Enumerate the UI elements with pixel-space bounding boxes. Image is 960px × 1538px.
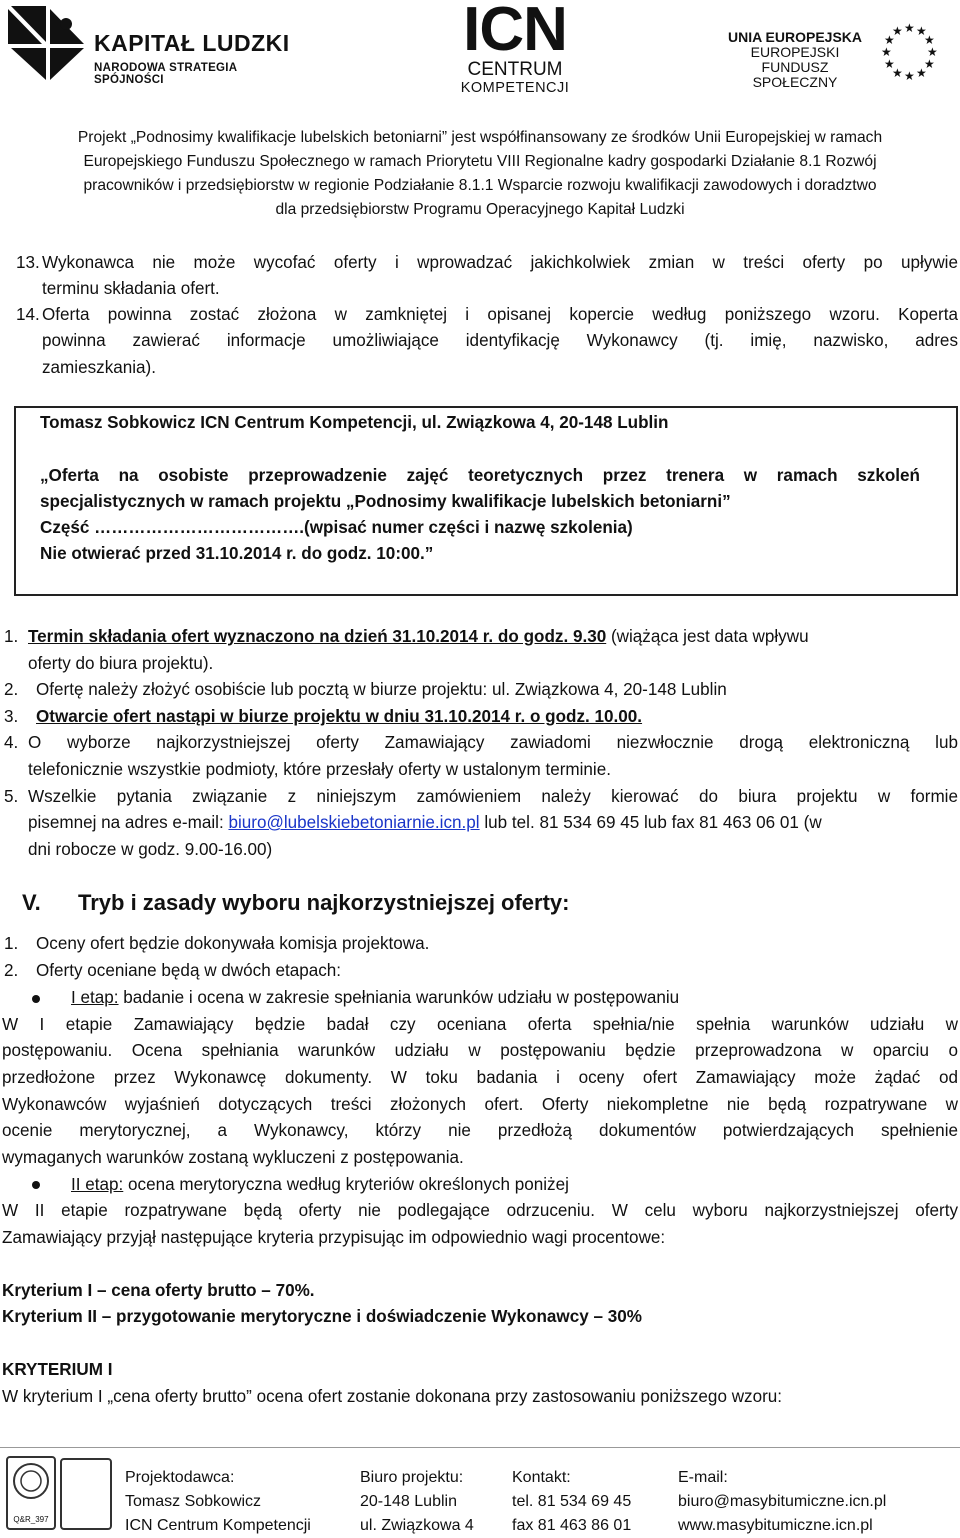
svg-text:★: ★ [924, 57, 935, 71]
eu-logo-line3: FUNDUSZ SPOŁECZNY [752, 59, 838, 90]
item-b1-number: 1. [4, 627, 19, 646]
project-header [0, 126, 960, 222]
stage-1-label: I etap: [71, 988, 119, 1007]
eu-logo-line2: EUROPEJSKI [750, 44, 840, 60]
project-line-3: pracowników i przedsiębiorstw w regionie Podziałanie 8.1.1 Wsparcie rozwoju kwalifikacji zawodowych i doradztwo [83, 177, 877, 194]
svg-text:★: ★ [881, 45, 892, 59]
footer-col2-label: Biuro projektu: [360, 1469, 464, 1486]
stage-2-bullet [71, 1172, 569, 1199]
item-b1-line-1 [28, 624, 958, 651]
project-line-1: Projekt „Podnosimy kwalifikacje lubelskich betoniarni” jest współfinansowany ze środków Unii Europejskiej w ramach [77, 129, 883, 146]
item-b2-text: Ofertę należy złożyć osobiście lub pocztą w biurze projektu: ul. Związkowa 4, 20-148 Lublin [36, 680, 727, 699]
pca-logo-icon [60, 1458, 112, 1530]
item-b5-pre: pisemnej na adres e-mail: [28, 813, 229, 832]
stage-1-desc: badanie i ocena w zakresie spełniania warunków udziału w postępowaniu [118, 988, 680, 1007]
envelope-line-2: specjalistycznych w ramach projektu „Podnosimy kwalifikacje lubelskich betoniarni” [40, 492, 731, 511]
criterion-2: Kryterium II – przygotowanie merytoryczne i doświadczenie Wykonawcy – 30% [2, 1307, 642, 1326]
stage-2-desc: ocena merytoryczna według kryteriów określonych poniżej [123, 1175, 569, 1194]
item-c2-number: 2. [4, 961, 19, 980]
item-b1-deadline: Termin składania ofert wyznaczono na dzień 31.10.2014 r. do godz. 9.30 [28, 627, 607, 646]
footer-col-email [678, 1466, 886, 1538]
footer-col-projektodawca [125, 1466, 311, 1538]
item-b4-line-1: O wyborze najkorzystniejszej oferty Zamawiający zawiadomi niezwłocznie drogą elektroniczną lub [28, 733, 958, 752]
item-14-number: 14. [16, 305, 40, 324]
footer-col2-city: 20-148 Lublin [360, 1493, 457, 1510]
item-13-line-2: terminu składania ofert. [42, 279, 220, 298]
bullet-icon [32, 995, 40, 1003]
email-link[interactable]: biuro@lubelskiebetoniarnie.icn.pl [228, 813, 480, 832]
criterion-1-heading: KRYTERIUM I [2, 1360, 113, 1379]
item-b1-rest: (wiążąca jest data wpływu [606, 627, 809, 646]
item-14-line-1: Oferta powinna zostać złożona w zamkniętej i opisanej kopercie według poniższego wzoru. Koperta [42, 305, 958, 324]
envelope-line-1: „Oferta na osobiste przeprowadzenie zajęć teoretycznych przez trenera w ramach szkoleń [40, 466, 920, 485]
stage-2-label: II etap: [71, 1175, 124, 1194]
svg-text:★: ★ [884, 33, 895, 47]
footer-col2-street: ul. Związkowa 4 [360, 1517, 474, 1534]
stage-1-para-line-1: W I etapie Zamawiający będzie badał czy oceniana oferta spełnia/nie spełnia warunków udziału w [2, 1015, 958, 1034]
item-b5-line-3: dni robocze w godz. 9.00-16.00) [28, 840, 273, 859]
kapital-ludzki-title: KAPITAŁ LUDZKI [94, 30, 290, 56]
footer-col3-fax: fax 81 463 86 01 [512, 1517, 632, 1534]
envelope-template-box [14, 406, 958, 596]
icn-logo-line2: KOMPETENCJI [460, 80, 570, 96]
footer [0, 1447, 960, 1536]
criterion-1: Kryterium I – cena oferty brutto – 70%. [2, 1281, 315, 1300]
item-14-line-3: zamieszkania). [42, 358, 156, 377]
kapital-ludzki-subtitle: NARODOWA STRATEGIA SPÓJNOŚCI [94, 62, 237, 86]
item-c2-text: Oferty oceniane będą w dwóch etapach: [36, 961, 342, 980]
svg-text:★: ★ [916, 24, 927, 38]
icn-logo-line1: CENTRUM [467, 59, 563, 80]
stage-1-para-line-6: wymaganych warunków zostaną wykluczeni z postępowania. [2, 1148, 464, 1167]
footer-website[interactable]: www.masybitumiczne.icn.pl [678, 1517, 873, 1534]
item-b4-line-2: telefonicznie wszystkie podmioty, które przesłały oferty w ustalonym terminie. [28, 760, 611, 779]
project-line-4: dla przedsiębiorstw Programu Operacyjnego Kapitał Ludzki [275, 201, 685, 218]
envelope-line-3: Część ……………………………….(wpisać numer części i nazwę szkolenia) [40, 518, 633, 537]
footer-col-kontakt [512, 1466, 631, 1538]
stage-1-para-line-5: ocenie merytorycznej, a Wykonawcy, którzy nie przedłożą dokumentów potwierdzających spełnienie [2, 1121, 958, 1140]
eu-logo-text [725, 30, 865, 90]
item-b5-line-1: Wszelkie pytania związanie z niniejszym zamówieniem należy kierować do biura projektu w formie [28, 787, 958, 806]
item-b4-number: 4. [4, 733, 19, 752]
stage-2-para-line-2: Zamawiający przyjął następujące kryteria przypisując im odpowiednio wagi procentowe: [2, 1228, 666, 1247]
svg-text:★: ★ [916, 66, 927, 80]
footer-col3-label: Kontakt: [512, 1469, 571, 1486]
footer-col1-name: Tomasz Sobkowicz [125, 1493, 262, 1510]
svg-text:★: ★ [892, 24, 903, 38]
certification-seal-icon [6, 1456, 56, 1530]
svg-text:★: ★ [924, 33, 935, 47]
envelope-line-4: Nie otwierać przed 31.10.2014 r. do godz. 10:00.” [40, 544, 434, 563]
seal-code: Q&R_397 [13, 1515, 49, 1524]
item-13-number: 13. [16, 253, 40, 272]
item-c1-text: Oceny ofert będzie dokonywała komisja projektowa. [36, 934, 430, 953]
eu-stars-icon [875, 20, 941, 86]
footer-col1-label: Projektodawca: [125, 1469, 235, 1486]
section-v-number: V. [22, 890, 41, 915]
criterion-1-text: W kryterium I „cena oferty brutto” ocena ofert zostanie dokonana przy zastosowaniu poniższego wzoru: [2, 1387, 783, 1406]
svg-text:★: ★ [892, 66, 903, 80]
item-b5-number: 5. [4, 787, 19, 806]
eu-logo-line1: UNIA EUROPEJSKA [727, 29, 863, 45]
kapital-ludzki-logo [2, 4, 302, 86]
icn-logo [455, 0, 575, 105]
stage-1-para-line-4: Wykonawców wyjaśnień dotyczących treści złożonych ofert. Oferty niekompletne nie będą rozpatrywane w [2, 1095, 958, 1114]
item-b5-line-2 [28, 810, 958, 837]
stage-1-para-line-3: przedłożone przez Wykonawcę dokumenty. W toku badania i oceny ofert Zamawiający może żądać od [2, 1068, 958, 1087]
item-13-line-1: Wykonawca nie może wycofać oferty i wprowadzać jakichkolwiek zmian w treści oferty po upływie [42, 253, 958, 272]
stage-1-bullet [71, 985, 679, 1012]
project-line-2: Europejskiego Funduszu Społecznego w ramach Priorytetu VIII Regionalne kadry gospodarki Działanie 8.1 Rozwój [83, 153, 877, 170]
footer-col1-org: ICN Centrum Kompetencji [125, 1517, 311, 1534]
footer-col3-tel: tel. 81 534 69 45 [512, 1493, 632, 1510]
item-b2-number: 2. [4, 680, 19, 699]
stage-1-para-line-2: postępowaniu. Ocena spełniania warunków udziału w postępowaniu będzie przeprowadzona w oparciu o [2, 1041, 958, 1060]
footer-col-biuro [360, 1466, 474, 1538]
section-v-title: Tryb i zasady wyboru najkorzystniejszej oferty: [78, 890, 570, 915]
bullet-icon [32, 1181, 40, 1189]
svg-text:★: ★ [927, 45, 938, 59]
svg-text:★: ★ [904, 69, 915, 83]
item-14-line-2: powinna zawierać informacje umożliwiające identyfikację Wykonawcy (tj. imię, nazwisko, adres [42, 331, 958, 350]
svg-text:★: ★ [884, 57, 895, 71]
iso-seal-icon [8, 1458, 54, 1508]
svg-text:★: ★ [904, 21, 915, 35]
kapital-ludzki-emblem-icon [6, 4, 86, 82]
item-b3-text: Otwarcie ofert nastąpi w biurze projektu w dniu 31.10.2014 r. o godz. 10.00. [36, 707, 643, 726]
item-b5-post: lub tel. 81 534 69 45 lub fax 81 463 06 01 (w [479, 813, 822, 832]
envelope-address: Tomasz Sobkowicz ICN Centrum Kompetencji, ul. Związkowa 4, 20-148 Lublin [40, 413, 669, 432]
eu-logo [705, 20, 955, 90]
footer-col4-label: E-mail: [678, 1469, 728, 1486]
item-b3-number: 3. [4, 707, 19, 726]
icn-logo-big: ICN [463, 0, 567, 64]
footer-email[interactable]: biuro@masybitumiczne.icn.pl [678, 1493, 887, 1510]
item-b1-line-2: oferty do biura projektu). [28, 654, 214, 673]
item-c1-number: 1. [4, 934, 19, 953]
stage-2-para-line-1: W II etapie rozpatrywane będą oferty nie podlegające odrzuceniu. W celu wyboru najkorzystniejszej oferty [2, 1201, 958, 1220]
